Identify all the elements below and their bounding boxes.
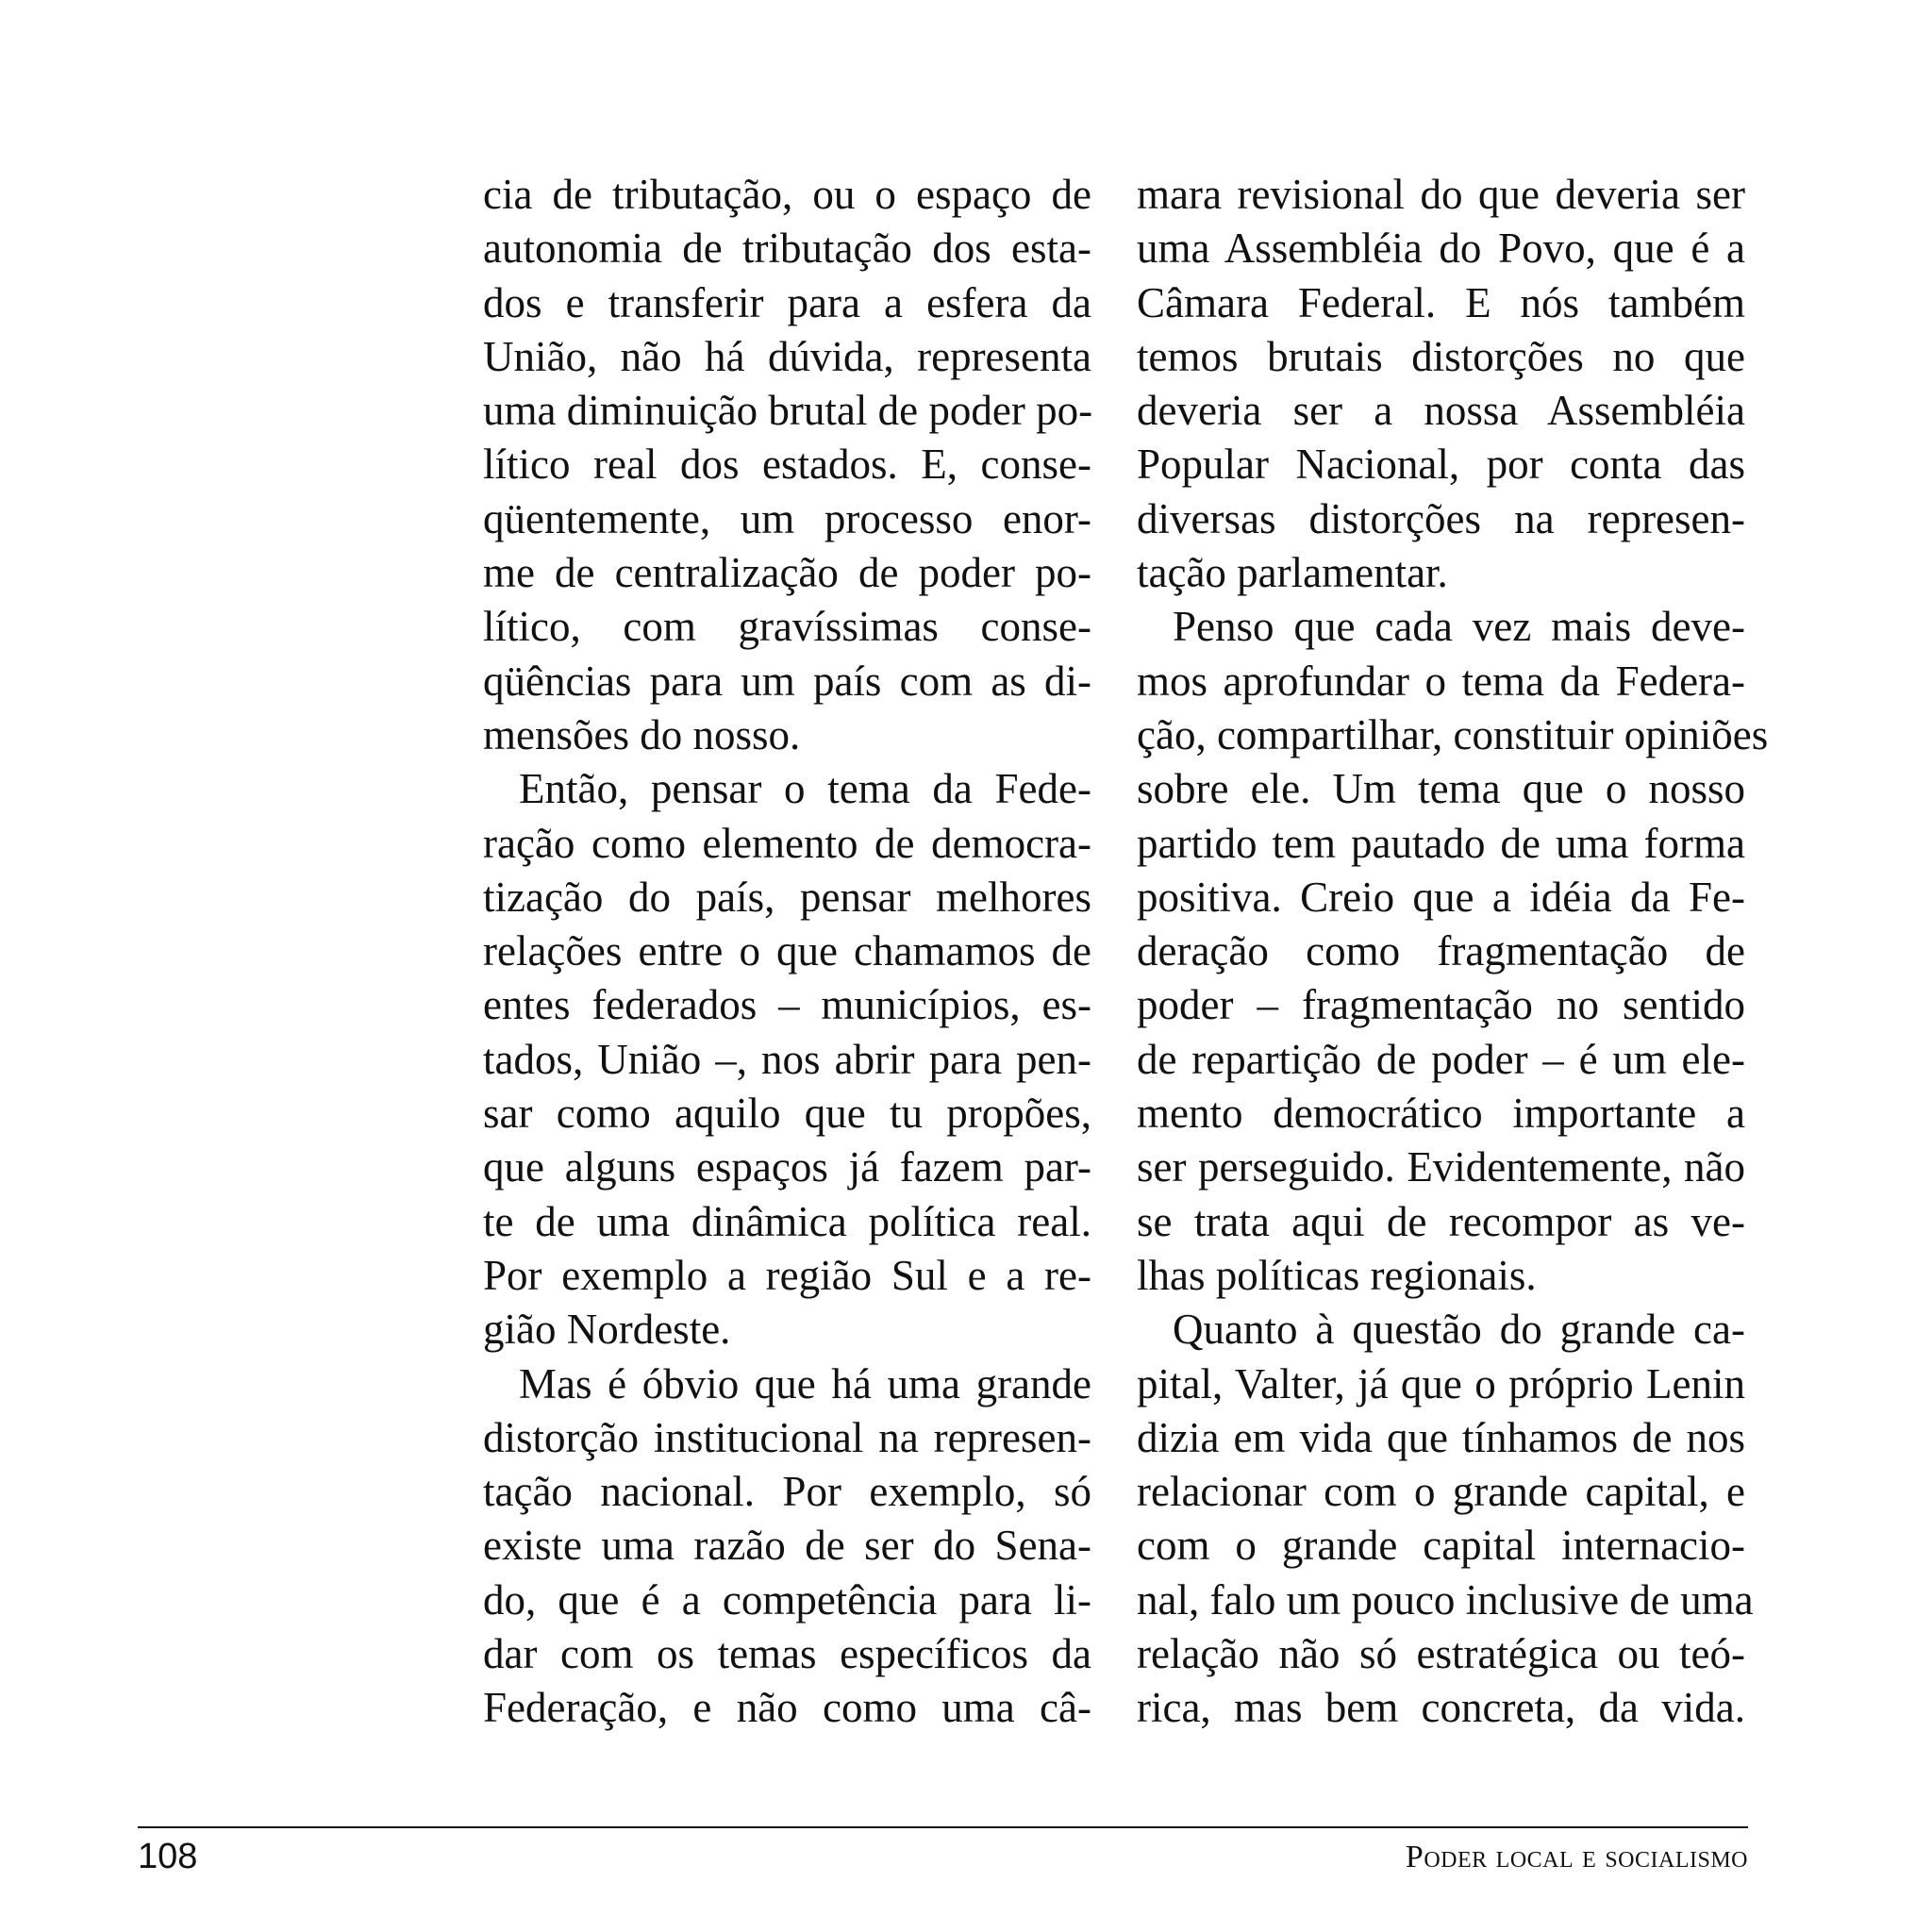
text-line: rica, mas bem concreta, da vida.: [1137, 1684, 1745, 1732]
text-line: do, que é a competência para li-: [483, 1575, 1091, 1624]
text-line: qüentemente, um processo enor-: [483, 494, 1091, 542]
paragraph-first-line: Mas é óbvio que há uma grande: [519, 1359, 1091, 1407]
text-line: existe uma razão de ser do Sena-: [483, 1522, 1091, 1570]
text-line: ção, compartilhar, constituir opiniões: [1137, 710, 1769, 758]
text-line: relações entre o que chamamos de: [483, 927, 1091, 975]
paragraph-first-line: Penso que cada vez mais deve-: [1173, 603, 1745, 651]
text-line: poder – fragmentação no sentido: [1137, 981, 1745, 1029]
text-line: mos aprofundar o tema da Federa-: [1137, 657, 1745, 705]
paragraph-first-line: Então, pensar o tema da Fede-: [519, 765, 1091, 813]
text-line: Por exemplo a região Sul e a re-: [483, 1251, 1091, 1299]
text-line: dar com os temas específicos da: [483, 1630, 1091, 1678]
text-line: com o grande capital internacio-: [1137, 1522, 1745, 1570]
text-line: dizia em vida que tínhamos de nos: [1137, 1413, 1745, 1461]
text-line: tados, União –, nos abrir para pen-: [483, 1035, 1091, 1083]
text-line: te de uma dinâmica política real.: [483, 1197, 1091, 1245]
text-line: autonomia de tributação dos esta-: [483, 225, 1091, 273]
text-line: tização do país, pensar melhores: [483, 873, 1091, 921]
text-line: nal, falo um pouco inclusive de uma: [1137, 1575, 1754, 1624]
running-title: Poder local e socialismo: [1405, 1840, 1748, 1874]
text-line: me de centralização de poder po-: [483, 549, 1091, 597]
text-column-left: [483, 168, 1091, 1736]
text-line: sar como aquilo que tu propões,: [483, 1090, 1091, 1138]
text-line: positiva. Creio que a idéia da Fe-: [1137, 873, 1745, 921]
text-line: que alguns espaços já fazem par-: [483, 1143, 1091, 1191]
text-line: Câmara Federal. E nós também: [1137, 278, 1745, 326]
text-line: diversas distorções na represen-: [1137, 494, 1745, 542]
text-line: lítico real dos estados. E, conse-: [483, 441, 1091, 489]
page-number: 108: [138, 1837, 198, 1876]
text-line: ser perseguido. Evidentemente, não: [1137, 1143, 1745, 1191]
text-line: mara revisional do que deveria ser: [1137, 171, 1745, 218]
text-line: deração como fragmentação de: [1137, 927, 1745, 975]
text-line: mento democrático importante a: [1137, 1090, 1745, 1138]
paragraph-first-line: Quanto à questão do grande ca-: [1173, 1306, 1745, 1354]
text-line: entes federados – municípios, es-: [483, 981, 1091, 1029]
text-line: Popular Nacional, por conta das: [1137, 441, 1745, 489]
text-line: dos e transferir para a esfera da: [483, 278, 1091, 326]
text-line: de repartição de poder – é um ele-: [1137, 1035, 1745, 1083]
text-column-right: [1137, 168, 1769, 1736]
text-line: cia de tributação, ou o espaço de: [483, 171, 1091, 218]
text-line: pital, Valter, já que o próprio Lenin: [1137, 1359, 1745, 1407]
text-line: Federação, e não como uma câ-: [483, 1684, 1091, 1732]
text-line: se trata aqui de recompor as ve-: [1137, 1197, 1745, 1245]
text-line: ração como elemento de democra-: [483, 819, 1091, 867]
footer-divider: [138, 1826, 1748, 1828]
text-line: relação não só estratégica ou teó-: [1137, 1630, 1745, 1678]
text-line: tação nacional. Por exemplo, só: [483, 1468, 1091, 1516]
text-line: lhas políticas regionais.: [1137, 1251, 1537, 1299]
text-line: gião Nordeste.: [483, 1306, 731, 1354]
text-line: mensões do nosso.: [483, 710, 801, 758]
text-line: uma diminuição brutal de poder po-: [483, 387, 1093, 435]
text-line: tação parlamentar.: [1137, 549, 1448, 597]
text-line: qüências para um país com as di-: [483, 657, 1091, 705]
text-line: relacionar com o grande capital, e: [1137, 1468, 1745, 1516]
text-line: partido tem pautado de uma forma: [1137, 819, 1745, 867]
text-line: temos brutais distorções no que: [1137, 332, 1745, 380]
text-line: distorção institucional na represen-: [483, 1413, 1091, 1461]
text-line: sobre ele. Um tema que o nosso: [1137, 765, 1745, 813]
text-line: lítico, com gravíssimas conse-: [483, 603, 1091, 651]
text-line: deveria ser a nossa Assembléia: [1137, 387, 1745, 435]
text-line: União, não há dúvida, representa: [483, 332, 1091, 380]
text-line: uma Assembléia do Povo, que é a: [1137, 225, 1745, 273]
